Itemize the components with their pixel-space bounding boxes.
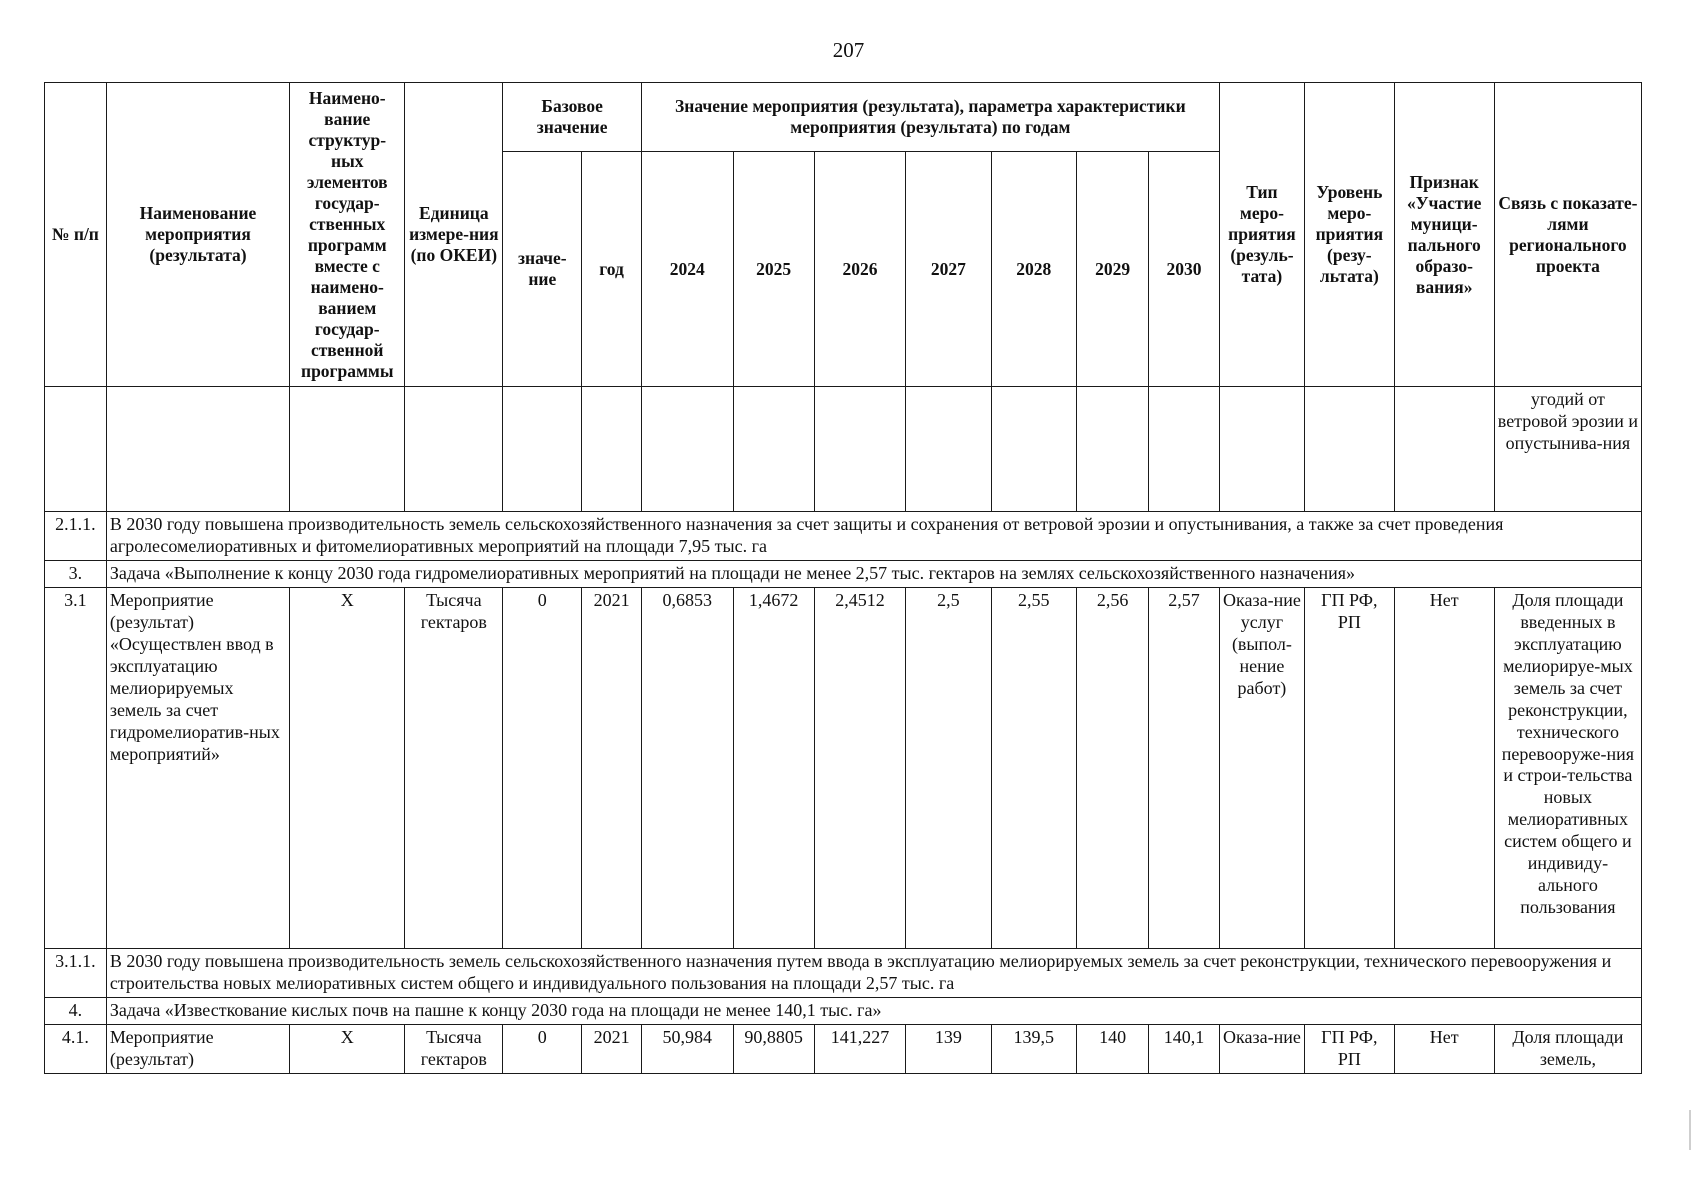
value-2027: 139 <box>906 1024 991 1073</box>
header-year-2026: 2026 <box>814 152 906 387</box>
header-base-value: значе-ние <box>503 152 582 387</box>
header-unit: Единица измере-ния (по ОКЕИ) <box>405 83 503 387</box>
value-2027: 2,5 <box>906 587 991 948</box>
row-3-1 <box>45 587 1642 948</box>
row-num: 4.1. <box>45 1024 107 1073</box>
struct-cell: X <box>290 1024 405 1073</box>
header-struct: Наимено-вание структур-ных элементов государ-ственных программ вместе с наимено-ванием государ-ственной программы <box>290 83 405 387</box>
level-cell: ГП РФ, РП <box>1305 587 1395 948</box>
value-2026: 2,4512 <box>814 587 906 948</box>
cell <box>906 387 991 512</box>
cell <box>1394 387 1494 512</box>
measures-table <box>44 82 1642 1074</box>
base-year-cell: 2021 <box>582 587 642 948</box>
cell <box>503 387 582 512</box>
row-3 <box>45 560 1642 587</box>
cell <box>405 387 503 512</box>
row-4 <box>45 997 1642 1024</box>
cell <box>290 387 405 512</box>
municipal-cell: Нет <box>1394 1024 1494 1073</box>
scan-edge-mark <box>1689 1110 1691 1150</box>
row-num: 3. <box>45 560 107 587</box>
base-value-cell: 0 <box>503 1024 582 1073</box>
value-2026: 141,227 <box>814 1024 906 1073</box>
header-year-2028: 2028 <box>991 152 1076 387</box>
unit-cell: Тысяча гектаров <box>405 1024 503 1073</box>
header-name: Наименование мероприятия (результата) <box>106 83 289 387</box>
base-year-cell: 2021 <box>582 1024 642 1073</box>
value-2029: 2,56 <box>1076 587 1148 948</box>
base-value-cell: 0 <box>503 587 582 948</box>
header-year-2030: 2030 <box>1149 152 1219 387</box>
row-num: 3.1 <box>45 587 107 948</box>
link-cell: Доля площади введенных в эксплуатацию мелиорируе-мых земель за счет реконструкции, технического перевооруже-ния и строи-тельства новых мелиоративных систем общего и индивиду-ального пользования <box>1494 587 1641 948</box>
header-base-group: Базовое значение <box>503 83 642 152</box>
header-year-2025: 2025 <box>733 152 814 387</box>
measure-name: Мероприятие (результат) «Осуществлен ввод в эксплуатацию мелиорируемых земель за счет гидромелиоратив-ных мероприятий» <box>106 587 289 948</box>
value-2024: 0,6853 <box>641 587 733 948</box>
value-2030: 2,57 <box>1149 587 1219 948</box>
value-2028: 139,5 <box>991 1024 1076 1073</box>
cell <box>1305 387 1395 512</box>
header-municipal: Признак «Участие муници-пального образо-вания» <box>1394 83 1494 387</box>
cell <box>582 387 642 512</box>
cell <box>1219 387 1304 512</box>
cell <box>1076 387 1148 512</box>
measure-name: Мероприятие (результат) <box>106 1024 289 1073</box>
cell <box>814 387 906 512</box>
cell <box>991 387 1076 512</box>
level-cell: ГП РФ, РП <box>1305 1024 1395 1073</box>
row-2-1-1 <box>45 512 1642 561</box>
cell <box>733 387 814 512</box>
header-year-2027: 2027 <box>906 152 991 387</box>
task-text: Задача «Известкование кислых почв на пашне к концу 2030 года на площади не менее 140,1 тыс. га» <box>106 997 1641 1024</box>
header-row-1 <box>45 83 1642 152</box>
header-type: Тип меро-приятия (резуль-тата) <box>1219 83 1304 387</box>
page-number: 207 <box>832 38 865 62</box>
value-2025: 90,8805 <box>733 1024 814 1073</box>
cell <box>106 387 289 512</box>
value-2028: 2,55 <box>991 587 1076 948</box>
continued-row <box>45 387 1642 512</box>
type-cell: Оказа-ние <box>1219 1024 1304 1073</box>
cell <box>45 387 107 512</box>
header-base-year: год <box>582 152 642 387</box>
municipal-cell: Нет <box>1394 587 1494 948</box>
header-num: № п/п <box>45 83 107 387</box>
value-2025: 1,4672 <box>733 587 814 948</box>
row-text: В 2030 году повышена производительность земель сельскохозяйственного назначения за счет защиты и сохранения от ветровой эрозии и опустынивания, а также за счет проведения агролесомелиоративных и фитомелиоративных мероприятий на площади 7,95 тыс. га <box>106 512 1641 561</box>
header-years-group: Значение мероприятия (результата), параметра характеристики мероприятия (результата) по годам <box>641 83 1219 152</box>
header-year-2024: 2024 <box>641 152 733 387</box>
value-2030: 140,1 <box>1149 1024 1219 1073</box>
link-cell: Доля площади земель, <box>1494 1024 1641 1073</box>
row-num: 2.1.1. <box>45 512 107 561</box>
row-num: 4. <box>45 997 107 1024</box>
row-3-1-1 <box>45 948 1642 997</box>
struct-cell: X <box>290 587 405 948</box>
cell <box>641 387 733 512</box>
continued-link-cell: угодий от ветровой эрозии и опустынива-ния <box>1494 387 1641 512</box>
row-text: В 2030 году повышена производительность земель сельскохозяйственного назначения путем ввода в эксплуатацию мелиорируемых земель за счет реконструкции, технического перевооружения и строительства новых мелиоративных систем общего и индивидуального пользования на площади 2,57 тыс. га <box>106 948 1641 997</box>
row-4-1 <box>45 1024 1642 1073</box>
row-num: 3.1.1. <box>45 948 107 997</box>
task-text: Задача «Выполнение к концу 2030 года гидромелиоративных мероприятий на площади не менее 2,57 тыс. гектаров на землях сельскохозяйственного назначения» <box>106 560 1641 587</box>
header-year-2029: 2029 <box>1076 152 1148 387</box>
unit-cell: Тысяча гектаров <box>405 587 503 948</box>
type-cell: Оказа-ние услуг (выпол-нение работ) <box>1219 587 1304 948</box>
value-2024: 50,984 <box>641 1024 733 1073</box>
value-2029: 140 <box>1076 1024 1148 1073</box>
header-level: Уровень меро-приятия (резу-льтата) <box>1305 83 1395 387</box>
header-link: Связь с показате-лями регионального проекта <box>1494 83 1641 387</box>
cell <box>1149 387 1219 512</box>
